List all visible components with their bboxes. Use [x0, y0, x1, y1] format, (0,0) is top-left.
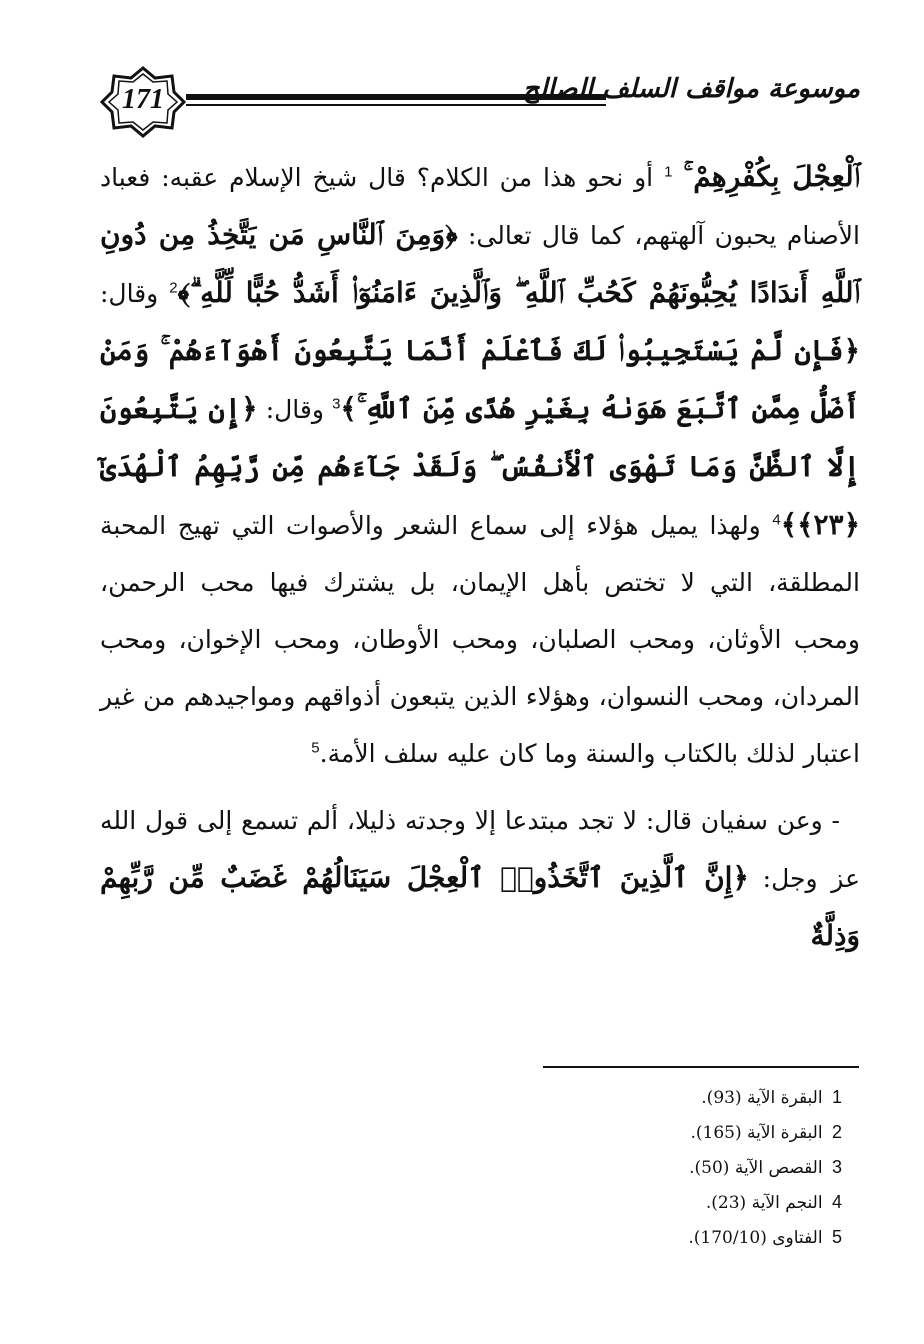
paragraph-2 [100, 792, 860, 965]
footnote-item [500, 1115, 842, 1150]
footnote-number: 2 [831, 1122, 842, 1142]
footnote-ref: 3 [332, 395, 341, 413]
footnote-text: النجم الآية (23). [705, 1193, 823, 1213]
footnote-number: 5 [831, 1227, 842, 1247]
body-text: أو نحو هذا من الكلام؟ قال شيخ الإسلام عقبه: [161, 163, 654, 192]
footnote-number: 3 [831, 1157, 842, 1177]
quran-verse: ﴿وَمِنَ ٱلنَّاسِ مَن يَتَّخِذُ مِن دُونِ ٱللَّهِ أَندَادًا يُحِبُّونَهُمْ كَحُبِّ ٱللَّهِ ۖ وَٱلَّذِينَ ءَامَنُوٓا۟ أَشَدُّ حُبًّا لِّلَّهِ ۗ﴾ [100, 218, 860, 309]
footnote-text: الفتاوى (170/10). [688, 1228, 823, 1248]
body-text: فعباد الأصنام يحبون آلهتهم، كما قال تعالى: [100, 163, 860, 250]
footnote-ref: 4 [772, 511, 781, 529]
footnote-item [500, 1220, 842, 1255]
body-text: وقال: [100, 279, 159, 308]
body-text: وقال: [265, 395, 324, 424]
footnote-item [500, 1080, 842, 1115]
footnote-ref: 5 [311, 739, 320, 757]
quran-verse: ٱلْعِجْلَ بِكُفْرِهِمْ ۚ [683, 160, 861, 193]
main-text [100, 148, 860, 965]
footnote-number: 4 [831, 1192, 842, 1212]
footnote-ref: 1 [664, 163, 673, 181]
footnote-separator [543, 1066, 859, 1068]
footnote-text: البقرة الآية (93). [701, 1088, 823, 1108]
footnote-item [500, 1150, 842, 1185]
footnotes [500, 1080, 842, 1255]
footnote-ref: 2 [169, 279, 178, 297]
header-rule-thin [186, 104, 606, 106]
footnote-item [500, 1185, 842, 1220]
page-header [100, 66, 860, 138]
body-text: - وعن سفيان قال: لا تجد مبتدعا إلا وجدته ذليلا، ألم تسمع إلى قول الله عز وجل: [100, 806, 861, 893]
book-title: موسوعة مواقف السلف الصالح [522, 74, 860, 104]
quran-verse: ﴿فَإِن لَّمْ يَسْتَجِيبُوا۟ لَكَ فَٱعْلَمْ أَنَّمَا يَتَّبِعُونَ أَهْوَآءَهُمْ ۚ وَمَنْ أَضَلُّ مِمَّنِ ٱتَّبَعَ هَوَىٰهُ بِغَيْرِ هُدًى مِّنَ ٱللَّهِ ۚ﴾ [100, 334, 860, 425]
quran-verse: ﴿إِنَّ ٱلَّذِينَ ٱتَّخَذُوا۟ ٱلْعِجْلَ سَيَنَالُهُمْ غَضَبٌ مِّن رَّبِّهِمْ وَذِلَّةٌ [100, 861, 860, 952]
page-number-badge [100, 66, 186, 138]
footnote-text: البقرة الآية (165). [690, 1123, 823, 1143]
paragraph-1 [100, 148, 860, 782]
quran-verse: ﴿إِن يَتَّبِعُونَ إِلَّا ٱلظَّنَّ وَمَا تَهْوَى ٱلْأَنفُسُ ۖ وَلَقَدْ جَآءَهُم مِّن رَّبِّهِمُ ٱلْهُدَىٰٓ ﴿٢٣﴾﴾ [100, 392, 860, 541]
footnote-number: 1 [831, 1087, 842, 1107]
page-number: 171 [122, 84, 164, 115]
body-text: ولهذا يميل هؤلاء إلى سماع الشعر والأصوات التي تهيج المحبة المطلقة، التي لا تختص بأهل الإيمان، بل يشترك فيها محب الرحمن، ومحب الأوثان، ومحب الصلبان، ومحب الأوطان، ومحب الإخوان، ومحب المردان، ومحب النسوان، وهؤلاء الذين يتبعون أذواقهم ومواجيدهم من غير اعتبار لذلك بالكتاب والسنة وما كان عليه سلف الأمة. [100, 511, 860, 768]
footnote-text: القصص الآية (50). [689, 1158, 823, 1178]
